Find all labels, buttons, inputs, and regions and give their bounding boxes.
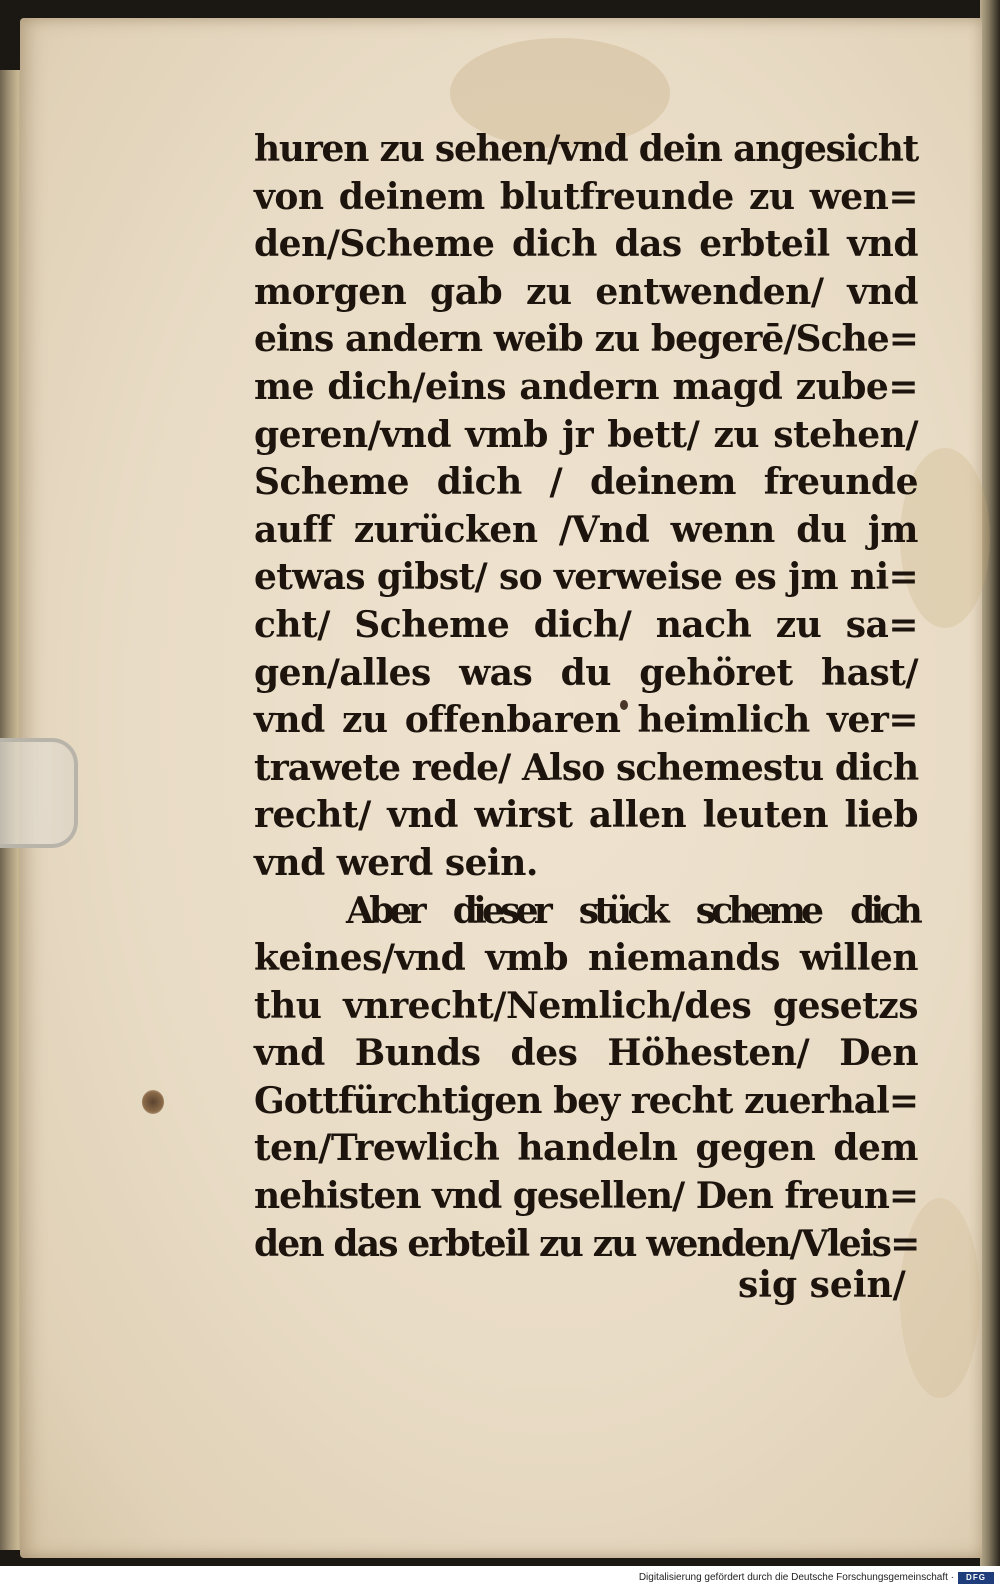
text-line: Aber dieser stück scheme dich (346, 889, 918, 932)
text-line: nehisten vnd gesellen/ Den freun= (254, 1175, 918, 1218)
text-line: den/Scheme dich das erbteil vnd (254, 223, 918, 266)
text-line: me dich/eins andern magd zube= (254, 365, 918, 408)
text-line: thu vnrecht/Nemlich/des gesetzs (254, 984, 918, 1027)
dfg-logo: DFG (958, 1572, 994, 1584)
text-line: auff zurücken /Vnd wenn du jm (254, 508, 918, 551)
text-line: ten/Trewlich handeln gegen dem (254, 1127, 918, 1170)
text-line: vnd werd sein. (254, 841, 538, 884)
text-line: etwas gibst/ so verweise es jm ni= (254, 556, 918, 599)
page-text (254, 126, 918, 1268)
footer (0, 1572, 1000, 1586)
catchword: sig sein/ (738, 1264, 906, 1306)
text-line: Scheme dich / deinem freunde (254, 461, 918, 504)
text-line: keines/vnd vmb niemands willen (254, 937, 918, 980)
worm-hole (142, 1090, 164, 1114)
text-line: vnd zu offenbaren heimlich ver= (254, 699, 918, 742)
text-line: eins andern weib zu begerē/Sche= (254, 318, 918, 361)
funding-note: Digitalisierung gefördert durch die Deutsche Forschungsgemeinschaft · (638, 1572, 954, 1583)
text-line: den das erbteil zu zu wenden/Vleis= (254, 1222, 919, 1265)
text-line: cht/ Scheme dich/ nach zu sa= (254, 603, 918, 646)
text-line: Gottfürchtigen bey recht zuerhal= (254, 1079, 918, 1122)
page-right-edge (980, 0, 1000, 1566)
text-line: trawete rede/ Also schemestu dich (254, 746, 919, 789)
text-line: geren/vnd vmb jr bett/ zu stehen/ (254, 413, 918, 456)
page-clip (0, 738, 78, 848)
text-line: recht/ vnd wirst allen leuten lieb (254, 794, 918, 837)
text-line: morgen gab zu entwenden/ vnd (254, 270, 918, 313)
text-line: vnd Bunds des Höhesten/ Den (254, 1032, 918, 1075)
text-line: huren zu sehen/vnd dein angesicht (254, 128, 918, 170)
text-line: gen/alles was du gehöret hast/ (254, 651, 918, 694)
text-line: von deinem blutfreunde zu wen= (254, 175, 918, 218)
